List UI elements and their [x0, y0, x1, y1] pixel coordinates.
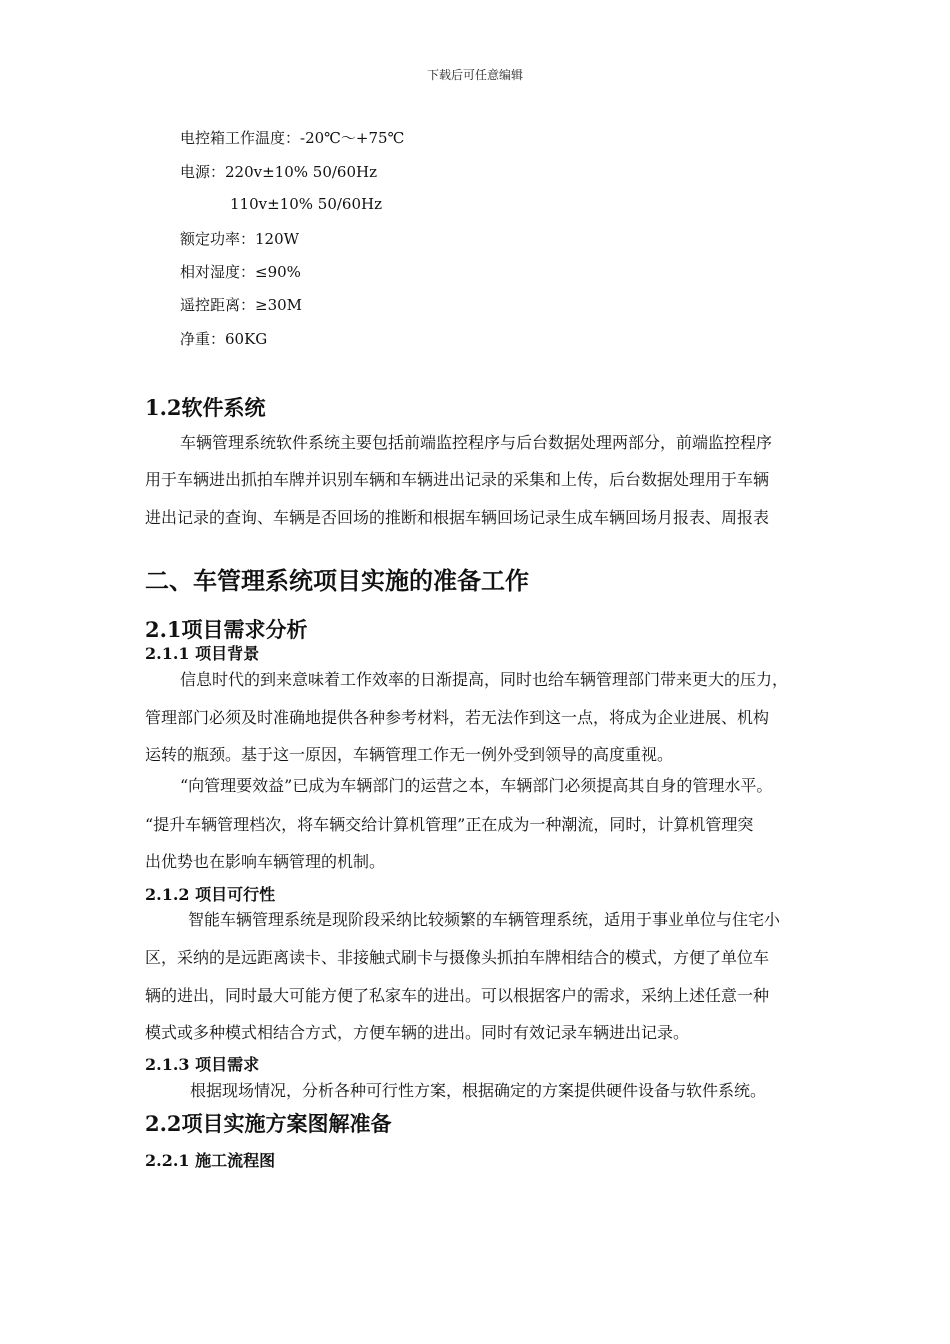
- paragraph-line: “提升车辆管理档次，将车辆交给计算机管理”正在成为一种潮流，同时，计算机管理突: [145, 815, 754, 834]
- paragraph-line: 出优势也在影响车辆管理的机制。: [145, 852, 386, 871]
- paragraph-line: 区，采纳的是远距离读卡、非接触式刷卡与摄像头抓拍车牌相结合的模式，方便了单位车: [145, 948, 770, 967]
- paragraph-line: 模式或多种模式相结合方式，方便车辆的进出。同时有效记录车辆进出记录。: [145, 1023, 690, 1042]
- paragraph-line: 辆的进出，同时最大可能方便了私家车的进出。可以根据客户的需求，采纳上述任意一种: [145, 986, 770, 1005]
- subsection-2-1-1-heading: 2.1.1 项目背景: [145, 644, 260, 663]
- paragraph-line: 信息时代的到来意味着工作效率的日渐提高，同时也给车辆管理部门带来更大的压力，: [180, 670, 789, 689]
- paragraph-line: 智能车辆管理系统是现阶段采纳比较频繁的车辆管理系统，适用于事业单位与住宅小: [188, 910, 781, 929]
- spec-remote-distance: 遥控距离：≥30M: [180, 296, 303, 314]
- paragraph-line: 用于车辆进出抓拍车牌并识别车辆和车辆进出记录的采集和上传，后台数据处理用于车辆: [145, 470, 770, 489]
- spec-temperature: 电控箱工作温度：-20℃～+75℃: [180, 129, 405, 147]
- section-2-2-heading: 2.2项目实施方案图解准备: [145, 1111, 392, 1136]
- spec-power-supply: 电源：220v±10% 50/60Hz: [180, 163, 377, 181]
- paragraph-line: 进出记录的查询、车辆是否回场的推断和根据车辆回场记录生成车辆回场月报表、周报表: [145, 508, 770, 527]
- paragraph-line: 运转的瓶颈。基于这一原因，车辆管理工作无一例外受到领导的高度重视。: [145, 745, 674, 764]
- spec-humidity: 相对湿度：≤90%: [180, 263, 301, 281]
- paragraph-line: 管理部门必须及时准确地提供各种参考材料，若无法作到这一点，将成为企业进展、机构: [145, 708, 770, 727]
- spec-rated-power: 额定功率：120W: [180, 230, 300, 248]
- page-header: 下载后可任意编辑: [426, 68, 523, 82]
- spec-net-weight: 净重：60KG: [180, 330, 268, 348]
- section-1-2-heading: 1.2软件系统: [145, 395, 266, 420]
- paragraph-line: “向管理要效益”已成为车辆部门的运营之本，车辆部门必须提高其自身的管理水平。: [180, 776, 773, 795]
- paragraph-line: 根据现场情况，分析各种可行性方案，根据确定的方案提供硬件设备与软件系统。: [190, 1081, 767, 1100]
- spec-power-supply-alt: 110v±10% 50/60Hz: [230, 195, 382, 213]
- chapter-2-heading: 二、车管理系统项目实施的准备工作: [145, 566, 529, 595]
- subsection-2-1-2-heading: 2.1.2 项目可行性: [145, 885, 276, 904]
- section-2-1-heading: 2.1项目需求分析: [145, 617, 308, 642]
- subsection-2-2-1-heading: 2.2.1 施工流程图: [145, 1151, 276, 1170]
- paragraph-line: 车辆管理系统软件系统主要包括前端监控程序与后台数据处理两部分，前端监控程序: [180, 433, 773, 452]
- subsection-2-1-3-heading: 2.1.3 项目需求: [145, 1055, 260, 1074]
